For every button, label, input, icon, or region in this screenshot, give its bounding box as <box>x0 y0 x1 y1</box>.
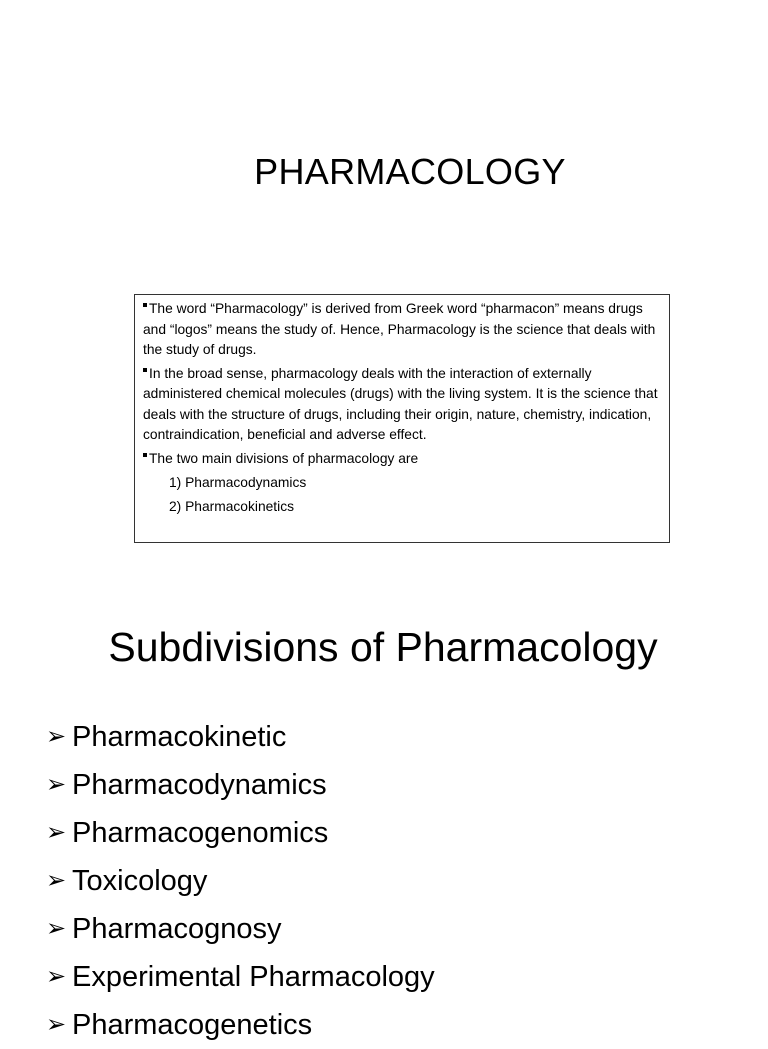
list-item-label: Pharmacogenetics <box>72 1009 313 1041</box>
paragraph-2 <box>143 364 663 446</box>
slide-title: PHARMACOLOGY <box>254 151 566 192</box>
slide-title: Subdivisions of Pharmacology <box>108 624 658 670</box>
square-bullet-icon <box>143 368 147 372</box>
list-item-label: Experimental Pharmacology <box>72 961 435 993</box>
arrow-bullet-icon: ➢ <box>46 1010 67 1038</box>
list-item <box>46 857 435 905</box>
paragraph-text: The two main divisions of pharmacology are <box>149 450 419 466</box>
list-item <box>46 713 435 761</box>
arrow-bullet-icon: ➢ <box>46 962 67 990</box>
list-item-label: Pharmacodynamics <box>72 769 327 801</box>
division-item-pharmacodynamics: 1) Pharmacodynamics <box>169 475 307 490</box>
arrow-bullet-icon: ➢ <box>46 914 67 942</box>
arrow-bullet-icon: ➢ <box>46 866 67 894</box>
paragraph-text: The word “Pharmacology” is derived from Greek word “pharmacon” means drugs and “logos” means the study of. Hence, Pharmacology is the science that deals with the study of drugs. <box>143 301 656 357</box>
list-item-label: Pharmacogenomics <box>72 817 329 849</box>
slide-subdivisions <box>0 580 768 1041</box>
list-item <box>46 1001 435 1049</box>
division-item-pharmacokinetics: 2) Pharmacokinetics <box>169 499 294 514</box>
arrow-bullet-icon: ➢ <box>46 818 67 846</box>
square-bullet-icon <box>143 453 147 457</box>
list-item <box>46 953 435 1001</box>
subdivision-list <box>46 713 435 1049</box>
list-item <box>46 809 435 857</box>
list-item-label: Pharmacokinetic <box>72 721 287 753</box>
paragraph-3 <box>143 449 663 470</box>
paragraph-text: In the broad sense, pharmacology deals with the interaction of externally administered chemical molecules (drugs) with the living system. It is the science that deals with the structure of drugs, including their origin, nature, chemistry, indication, contraindication, beneficial and adverse effect. <box>143 365 658 442</box>
square-bullet-icon <box>143 303 147 307</box>
arrow-bullet-icon: ➢ <box>46 722 67 750</box>
arrow-bullet-icon: ➢ <box>46 770 67 798</box>
list-item <box>46 905 435 953</box>
list-item-label: Pharmacognosy <box>72 913 282 945</box>
list-item <box>46 761 435 809</box>
definition-text-box <box>134 294 670 543</box>
list-item-label: Toxicology <box>72 865 208 897</box>
paragraph-1 <box>143 299 663 361</box>
